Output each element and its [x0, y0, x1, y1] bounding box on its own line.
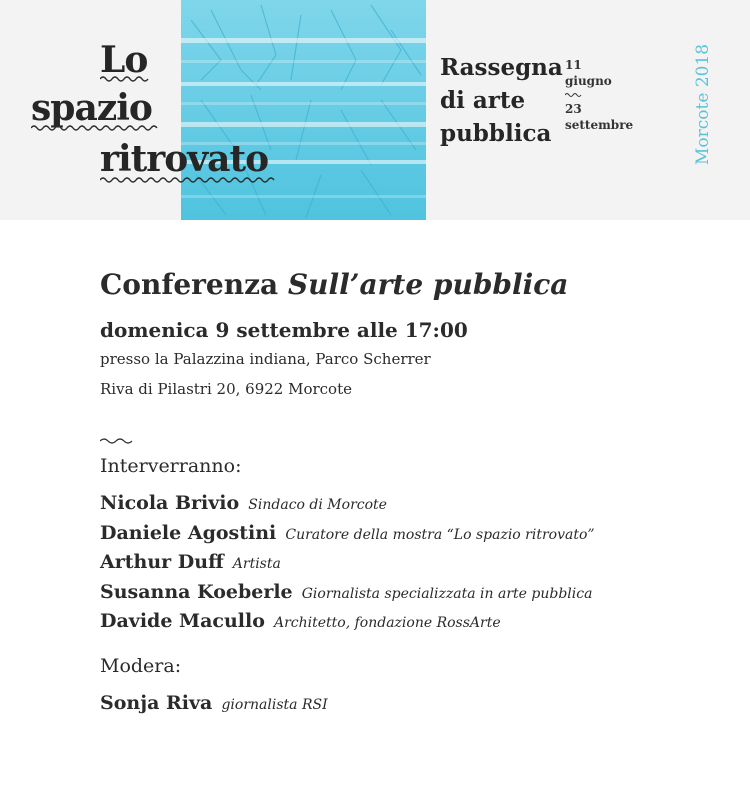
- speaker-item: [100, 551, 595, 581]
- logo-wave: [31, 124, 161, 132]
- speaker-role: Sindaco di Morcote: [248, 497, 387, 513]
- date-wave: [565, 92, 583, 98]
- speaker-role: Architetto, fondazione RossArte: [273, 615, 501, 631]
- date-start-day: 11: [565, 58, 582, 72]
- speaker-role: Giornalista specializzata in arte pubblica: [301, 585, 593, 602]
- rassegna-line: di arte: [440, 87, 526, 114]
- date-end-month: settembre: [565, 118, 634, 132]
- speaker-item: [100, 610, 595, 640]
- speaker-name: Daniele Agostini: [100, 521, 277, 544]
- speaker-name: Susanna Koeberle: [100, 580, 293, 603]
- event-title: [100, 262, 595, 308]
- speaker-item: [100, 522, 595, 552]
- speaker-name: Nicola Brivio: [100, 492, 240, 514]
- logo-wave: [100, 176, 280, 184]
- event-address-line2: Riva di Pilastri 20, 6922 Morcote: [100, 380, 352, 398]
- rassegna-line: Rassegna: [440, 54, 563, 81]
- speaker-role: Curatore della mostra “Lo spazio ritrovato”: [285, 526, 595, 543]
- event-title-regular: Conferenza: [100, 268, 279, 301]
- speaker-name: Davide Macullo: [100, 610, 265, 632]
- speaker-item: [100, 492, 595, 522]
- speakers-list: [100, 492, 595, 640]
- divider-wave: [100, 422, 595, 452]
- date-start-month: giugno: [565, 74, 612, 88]
- moderator-item: [100, 692, 595, 722]
- event-title-italic: Sull’arte pubblica: [287, 268, 569, 301]
- speakers-label: Interverranno:: [100, 455, 242, 477]
- cover-photo: [181, 0, 426, 220]
- speaker-item: [100, 581, 595, 611]
- speaker-name: Arthur Duff: [100, 551, 224, 573]
- moderator-role: giornalista RSI: [221, 696, 328, 713]
- event-datetime: domenica 9 settembre alle 17:00: [100, 318, 468, 342]
- moderator-label: Modera:: [100, 654, 182, 677]
- event-address-line1: presso la Palazzina indiana, Parco Scherrer: [100, 350, 431, 368]
- rassegna-line: pubblica: [440, 120, 552, 147]
- rassegna-title: [440, 51, 563, 150]
- date-end-day: 23: [565, 102, 582, 116]
- logo-wave: [100, 75, 150, 83]
- moderator-name: Sonja Riva: [100, 691, 213, 714]
- logo-word-ritrovato: ritrovato: [100, 138, 269, 180]
- header-banner: [0, 0, 750, 220]
- speaker-role: Artista: [232, 556, 281, 572]
- event-details: [100, 262, 595, 721]
- logo-word-spazio: spazio: [31, 87, 152, 129]
- vertical-location-year: Morcote 2018: [693, 43, 713, 165]
- logo-word-lo: Lo: [100, 39, 148, 81]
